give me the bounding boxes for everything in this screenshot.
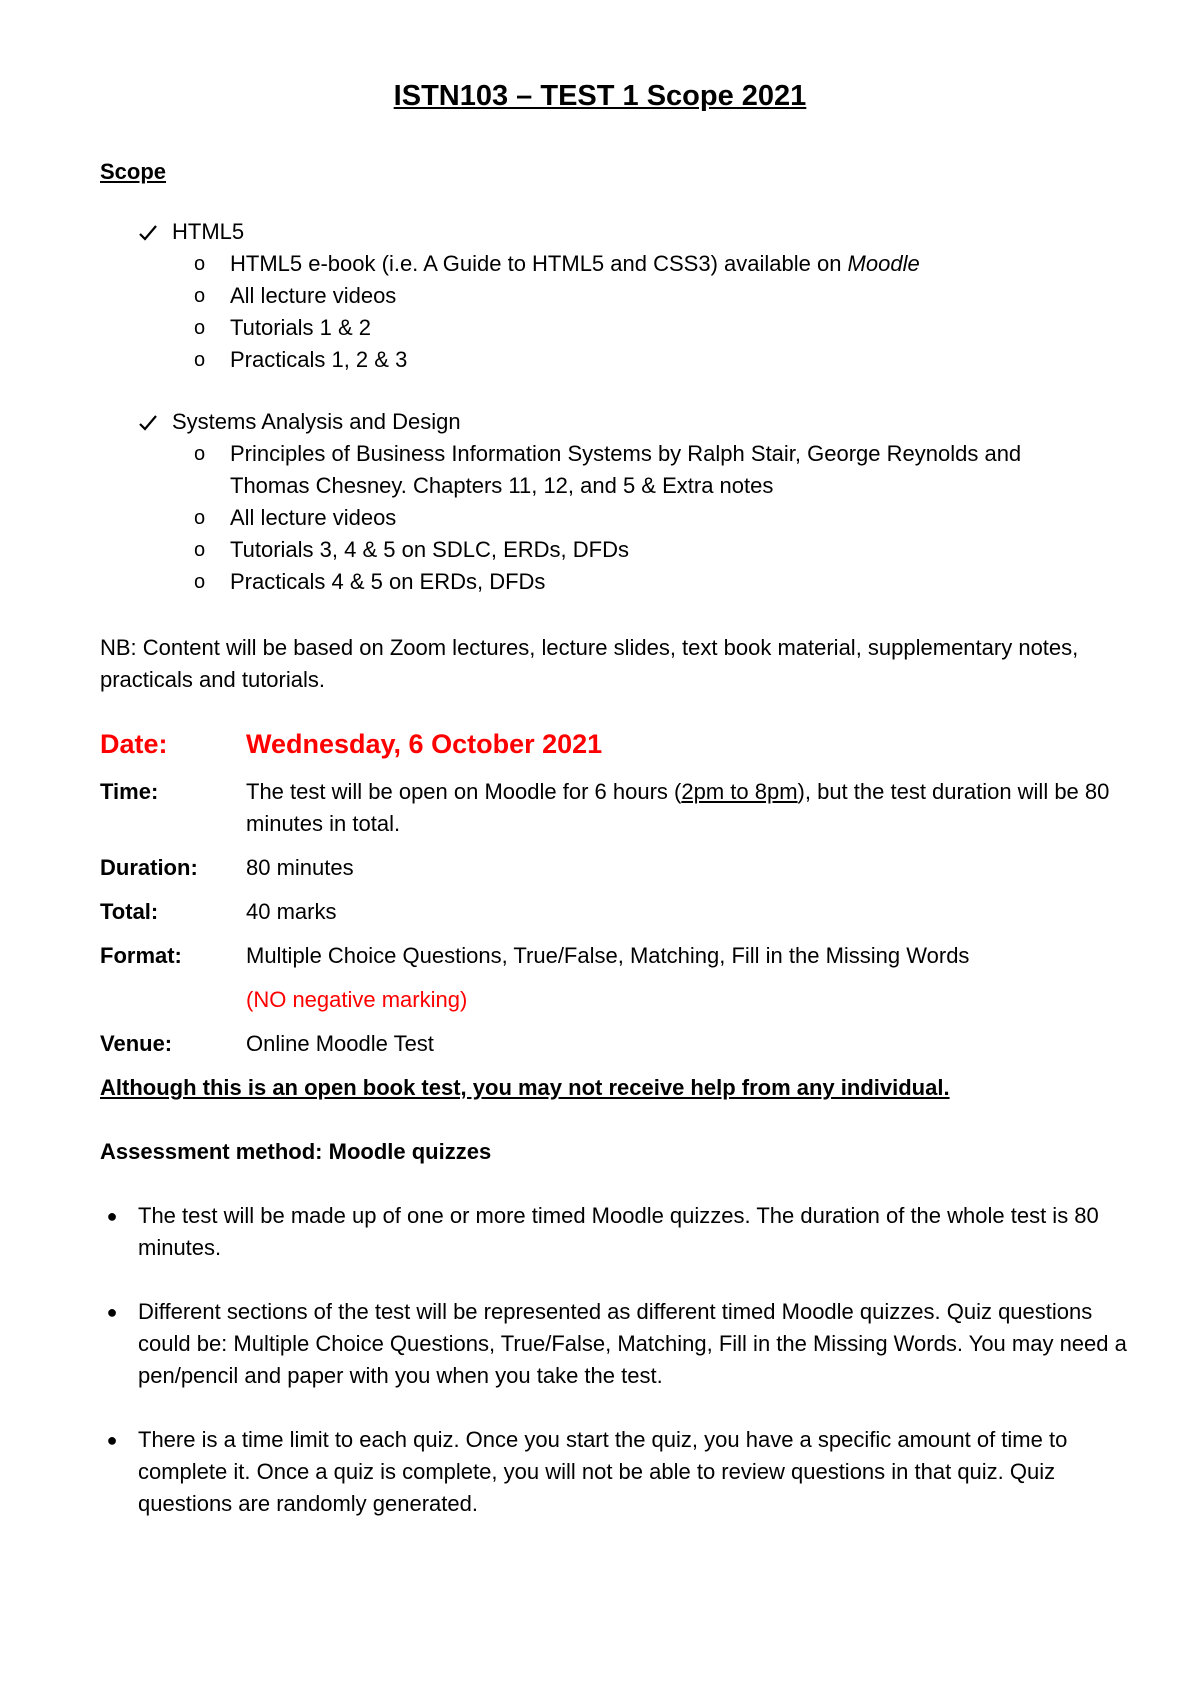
bullet-icon: ● [106, 1206, 118, 1226]
circle-bullet-icon: o [194, 349, 206, 371]
time-text-end: ), but the test duration will be 80 minutes in total. [246, 779, 1110, 836]
list-item-text: Thomas Chesney. Chapters 11, 12, and 5 & Extra notes [230, 473, 774, 498]
checkmark-icon [138, 216, 162, 248]
list-item-text: All lecture videos [230, 505, 397, 530]
section-label: Systems Analysis and Design [172, 409, 461, 434]
page-title: ISTN103 – TEST 1 Scope 2021 [393, 80, 807, 112]
time-text: The test will be open on Moodle for 6 hours ( [246, 779, 682, 804]
bullet-text: The test will be made up of one or more timed Moodle quizzes. The duration of the whole test is 80 minutes. [138, 1203, 1099, 1260]
bullet-icon: ● [106, 1302, 118, 1322]
total-value: 40 marks [246, 899, 337, 924]
circle-bullet-icon: o [194, 317, 206, 339]
circle-bullet-icon: o [194, 539, 206, 561]
nb-note: NB: Content will be based on Zoom lectures, lecture slides, text book material, supplementary notes, practicals and tutorials. [100, 635, 1079, 692]
circle-bullet-icon: o [194, 571, 206, 593]
format-note: (NO negative marking) [246, 987, 468, 1012]
section-label: HTML5 [172, 219, 245, 244]
date-value: Wednesday, 6 October 2021 [246, 729, 603, 759]
list-item-text: Tutorials 3, 4 & 5 on SDLC, ERDs, DFDs [230, 537, 629, 562]
list-item-text: HTML5 e-book (i.e. A Guide to HTML5 and CSS3) available on [230, 251, 848, 276]
list-item-text: Principles of Business Information Systems by Ralph Stair, George Reynolds and [230, 441, 1022, 466]
bullet-text: Different sections of the test will be represented as different timed Moodle quizzes. Quiz questions could be: Multiple Choice Questions, True/False, Matching, Fill in the Missing Words. You may need a pen/pencil and paper with you when you take the test. [138, 1299, 1127, 1388]
scope-heading: Scope [100, 159, 167, 184]
date-label: Date: [100, 729, 168, 759]
total-label: Total: [100, 899, 159, 924]
list-item-emphasis: Moodle [847, 251, 920, 276]
list-item-text: Tutorials 1 & 2 [230, 315, 372, 340]
duration-label: Duration: [100, 855, 198, 880]
format-value: Multiple Choice Questions, True/False, Matching, Fill in the Missing Words [246, 943, 970, 968]
venue-label: Venue: [100, 1031, 173, 1056]
bullet-icon: ● [106, 1430, 118, 1450]
duration-value: 80 minutes [246, 855, 354, 880]
time-range: 2pm to 8pm [681, 779, 798, 804]
circle-bullet-icon: o [194, 253, 206, 275]
assessment-method: Assessment method: Moodle quizzes [100, 1139, 492, 1164]
circle-bullet-icon: o [194, 443, 206, 465]
open-book-warning: Although this is an open book test, you may not receive help from any individual. [100, 1075, 950, 1100]
circle-bullet-icon: o [194, 285, 206, 307]
time-label: Time: [100, 779, 159, 804]
list-item-text: Practicals 4 & 5 on ERDs, DFDs [230, 569, 546, 594]
list-item-text: All lecture videos [230, 283, 397, 308]
venue-value: Online Moodle Test [246, 1031, 434, 1056]
bullet-text: There is a time limit to each quiz. Once you start the quiz, you have a specific amount of time to complete it. Once a quiz is complete, you will not be able to review questions in that quiz. Quiz questions are randomly generated. [138, 1427, 1068, 1516]
format-label: Format: [100, 943, 182, 968]
list-item-text: Practicals 1, 2 & 3 [230, 347, 408, 372]
circle-bullet-icon: o [194, 507, 206, 529]
checkmark-icon [138, 406, 162, 438]
